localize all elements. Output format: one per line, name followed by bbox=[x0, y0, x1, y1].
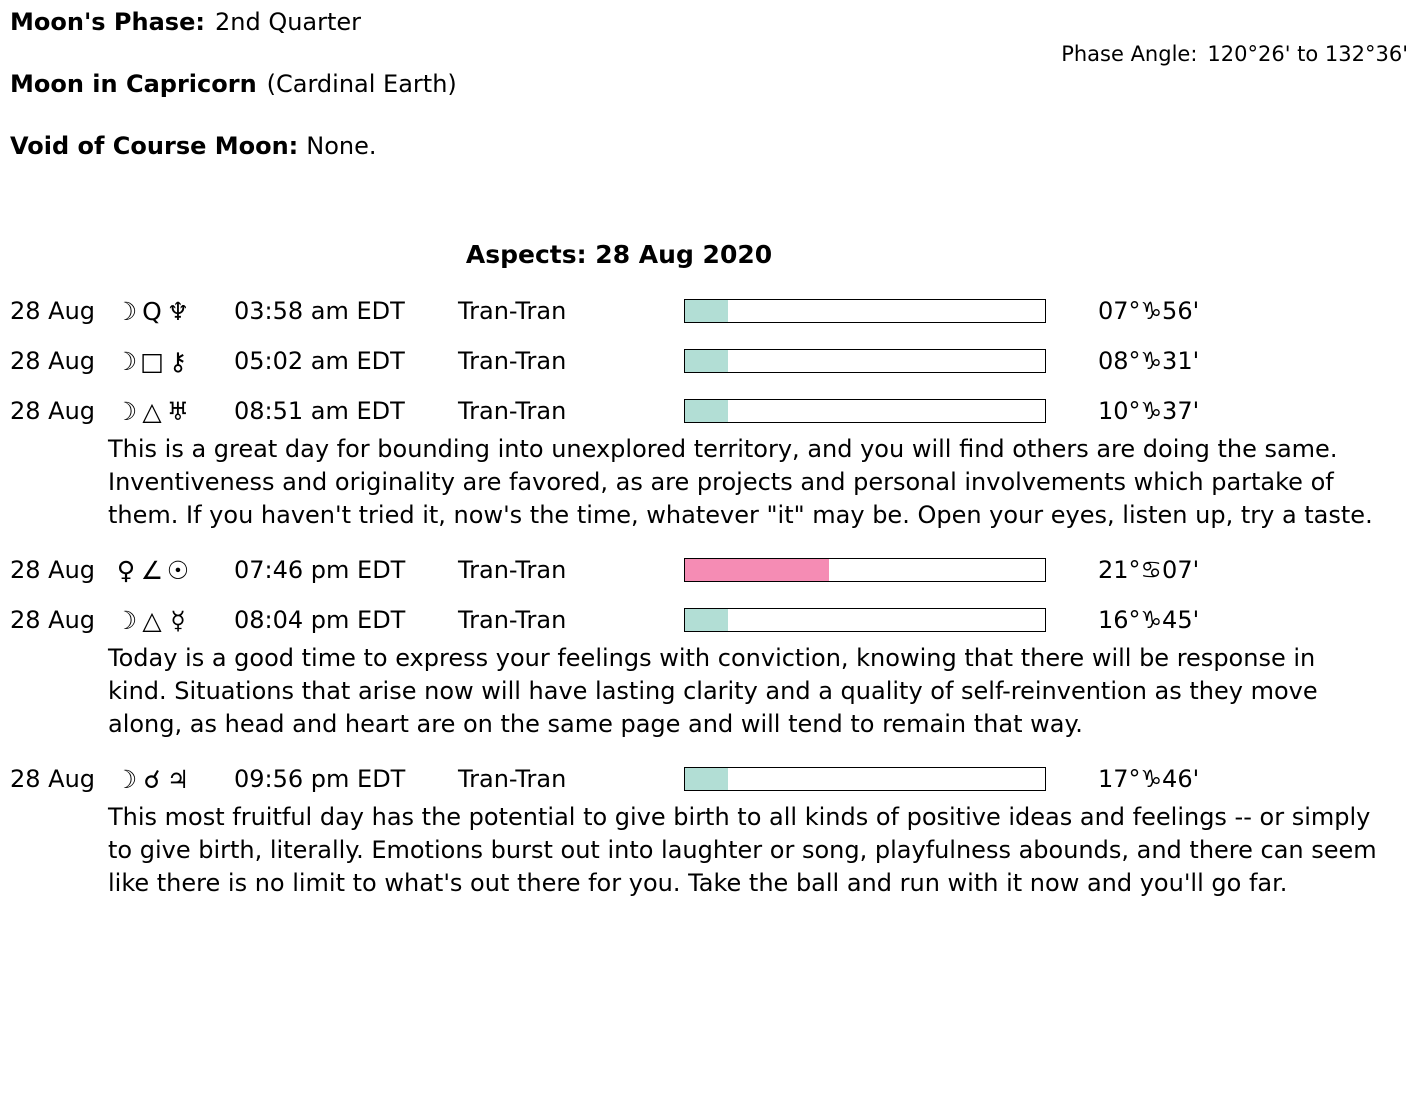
aspect-strength-fill bbox=[685, 559, 829, 581]
aspect-row bbox=[0, 341, 1418, 381]
aspect-description: This most fruitful day has the potential to give birth to all kinds of positive ideas and feelings -- or simply to give birth, literally. Emotions burst out into laughter or song, playfulness abounds, and there can seem like there is no limit to what's out there for you. Take the ball and run with it now and you'll go far. bbox=[108, 803, 1377, 897]
void-of-course-row bbox=[0, 132, 1418, 166]
phase-angle-label: Phase Angle: bbox=[1061, 42, 1198, 66]
aspect-list bbox=[0, 291, 1418, 900]
moon-phase-row bbox=[0, 8, 1418, 66]
aspect-description: Today is a good time to express your feelings with conviction, knowing that there will be response in kind. Situations that arise now will have lasting clarity and a quality of self-reinvention as they move along, as head and heart are on the same page and will tend to remain that way. bbox=[108, 644, 1318, 738]
astrology-report-page bbox=[0, 8, 1418, 900]
aspect-strength-fill bbox=[685, 350, 728, 372]
aspect-glyphs bbox=[114, 765, 234, 794]
aspect-glyphs bbox=[114, 606, 234, 635]
aspect-time: 03:58 am EDT bbox=[234, 297, 405, 325]
aspect-strength-bar-wrap bbox=[684, 299, 1048, 323]
aspect-row bbox=[0, 550, 1418, 590]
spacer bbox=[0, 331, 1418, 341]
aspect-type: Tran-Tran bbox=[458, 347, 567, 375]
spacer bbox=[0, 381, 1418, 391]
aspect-glyph: □ bbox=[140, 346, 166, 376]
aspect-time: 08:51 am EDT bbox=[234, 397, 405, 425]
aspect-glyph: ∠ bbox=[140, 555, 166, 585]
moon-sign-label: Moon in Capricorn bbox=[10, 70, 257, 98]
aspect-strength-fill bbox=[685, 768, 728, 790]
aspect-strength-bar bbox=[684, 558, 1046, 582]
planet-glyph: ♀ bbox=[116, 555, 138, 585]
planet-glyph: ☽ bbox=[114, 605, 140, 635]
aspect-type: Tran-Tran bbox=[458, 606, 567, 634]
planet-glyph: ☽ bbox=[114, 346, 140, 376]
aspect-strength-bar bbox=[684, 767, 1046, 791]
aspect-glyph: Q bbox=[142, 296, 164, 326]
planet2-glyph: ♃ bbox=[166, 764, 192, 794]
aspect-type: Tran-Tran bbox=[458, 397, 567, 425]
aspect-row bbox=[0, 291, 1418, 331]
planet2-glyph: ♅ bbox=[166, 396, 192, 426]
aspect-strength-fill bbox=[685, 400, 728, 422]
planet-glyph: ☽ bbox=[114, 764, 140, 794]
aspect-glyphs bbox=[114, 556, 234, 585]
aspect-strength-bar bbox=[684, 349, 1046, 373]
aspect-description: This is a great day for bounding into unexplored territory, and you will find others are doing the same. Inventiveness and originality are favored, as are projects and personal involvements which partake of them. If you haven't tried it, now's the time, whatever "it" may be. Open your eyes, listen up, try a taste. bbox=[108, 435, 1373, 529]
aspect-date: 28 Aug bbox=[10, 397, 96, 425]
aspect-date: 28 Aug bbox=[10, 297, 96, 325]
spacer bbox=[0, 741, 1418, 759]
aspect-date: 28 Aug bbox=[10, 347, 96, 375]
moon-phase-label: Moon's Phase: bbox=[10, 8, 205, 36]
moon-phase-value: 2nd Quarter bbox=[214, 8, 362, 36]
aspect-strength-bar bbox=[684, 608, 1046, 632]
planet-glyph: ☽ bbox=[114, 396, 140, 426]
aspect-glyph: △ bbox=[142, 396, 164, 426]
aspect-type: Tran-Tran bbox=[458, 765, 567, 793]
void-of-course-value: None. bbox=[306, 132, 377, 160]
aspect-position: 17°♑46' bbox=[1098, 765, 1200, 793]
planet2-glyph: ⚷ bbox=[168, 346, 190, 376]
aspect-row bbox=[0, 759, 1418, 799]
aspect-strength-bar-wrap bbox=[684, 399, 1048, 423]
aspect-strength-fill bbox=[685, 300, 728, 322]
aspect-position: 08°♑31' bbox=[1098, 347, 1200, 375]
aspect-strength-bar-wrap bbox=[684, 767, 1048, 791]
aspect-date: 28 Aug bbox=[10, 606, 96, 634]
aspect-row bbox=[0, 391, 1418, 431]
planet2-glyph: ☉ bbox=[166, 555, 192, 585]
aspect-position: 07°♑56' bbox=[1098, 297, 1200, 325]
aspect-strength-bar-wrap bbox=[684, 349, 1048, 373]
aspect-glyphs bbox=[114, 297, 234, 326]
aspect-date: 28 Aug bbox=[10, 556, 96, 584]
void-of-course-label: Void of Course Moon: bbox=[10, 132, 299, 160]
moon-sign-modality: (Cardinal Earth) bbox=[266, 70, 457, 98]
aspect-position: 10°♑37' bbox=[1098, 397, 1200, 425]
aspect-position: 21°♋07' bbox=[1098, 556, 1200, 584]
aspect-time: 07:46 pm EDT bbox=[234, 556, 406, 584]
aspect-row bbox=[0, 600, 1418, 640]
aspect-type: Tran-Tran bbox=[458, 297, 567, 325]
aspect-strength-fill bbox=[685, 609, 728, 631]
spacer bbox=[0, 532, 1418, 550]
planet2-glyph: ☿ bbox=[170, 605, 188, 635]
planet2-glyph: ♆ bbox=[166, 296, 192, 326]
aspect-type: Tran-Tran bbox=[458, 556, 567, 584]
aspect-strength-bar-wrap bbox=[684, 558, 1048, 582]
aspect-glyphs bbox=[114, 397, 234, 426]
aspect-position: 16°♑45' bbox=[1098, 606, 1200, 634]
aspect-strength-bar-wrap bbox=[684, 608, 1048, 632]
aspect-glyphs bbox=[114, 347, 234, 376]
phase-angle-value: 120°26' to 132°36' bbox=[1207, 42, 1408, 66]
moon-sign-row bbox=[0, 70, 1418, 104]
aspect-date: 28 Aug bbox=[10, 765, 96, 793]
aspect-strength-bar bbox=[684, 299, 1046, 323]
planet-glyph: ☽ bbox=[114, 296, 140, 326]
aspect-time: 08:04 pm EDT bbox=[234, 606, 406, 634]
aspect-glyph: ☌ bbox=[143, 764, 163, 794]
aspect-time: 09:56 pm EDT bbox=[234, 765, 406, 793]
aspect-strength-bar bbox=[684, 399, 1046, 423]
spacer bbox=[0, 590, 1418, 600]
aspects-title: Aspects: 28 Aug 2020 bbox=[465, 240, 773, 269]
aspect-time: 05:02 am EDT bbox=[234, 347, 405, 375]
aspect-glyph: △ bbox=[142, 605, 164, 635]
